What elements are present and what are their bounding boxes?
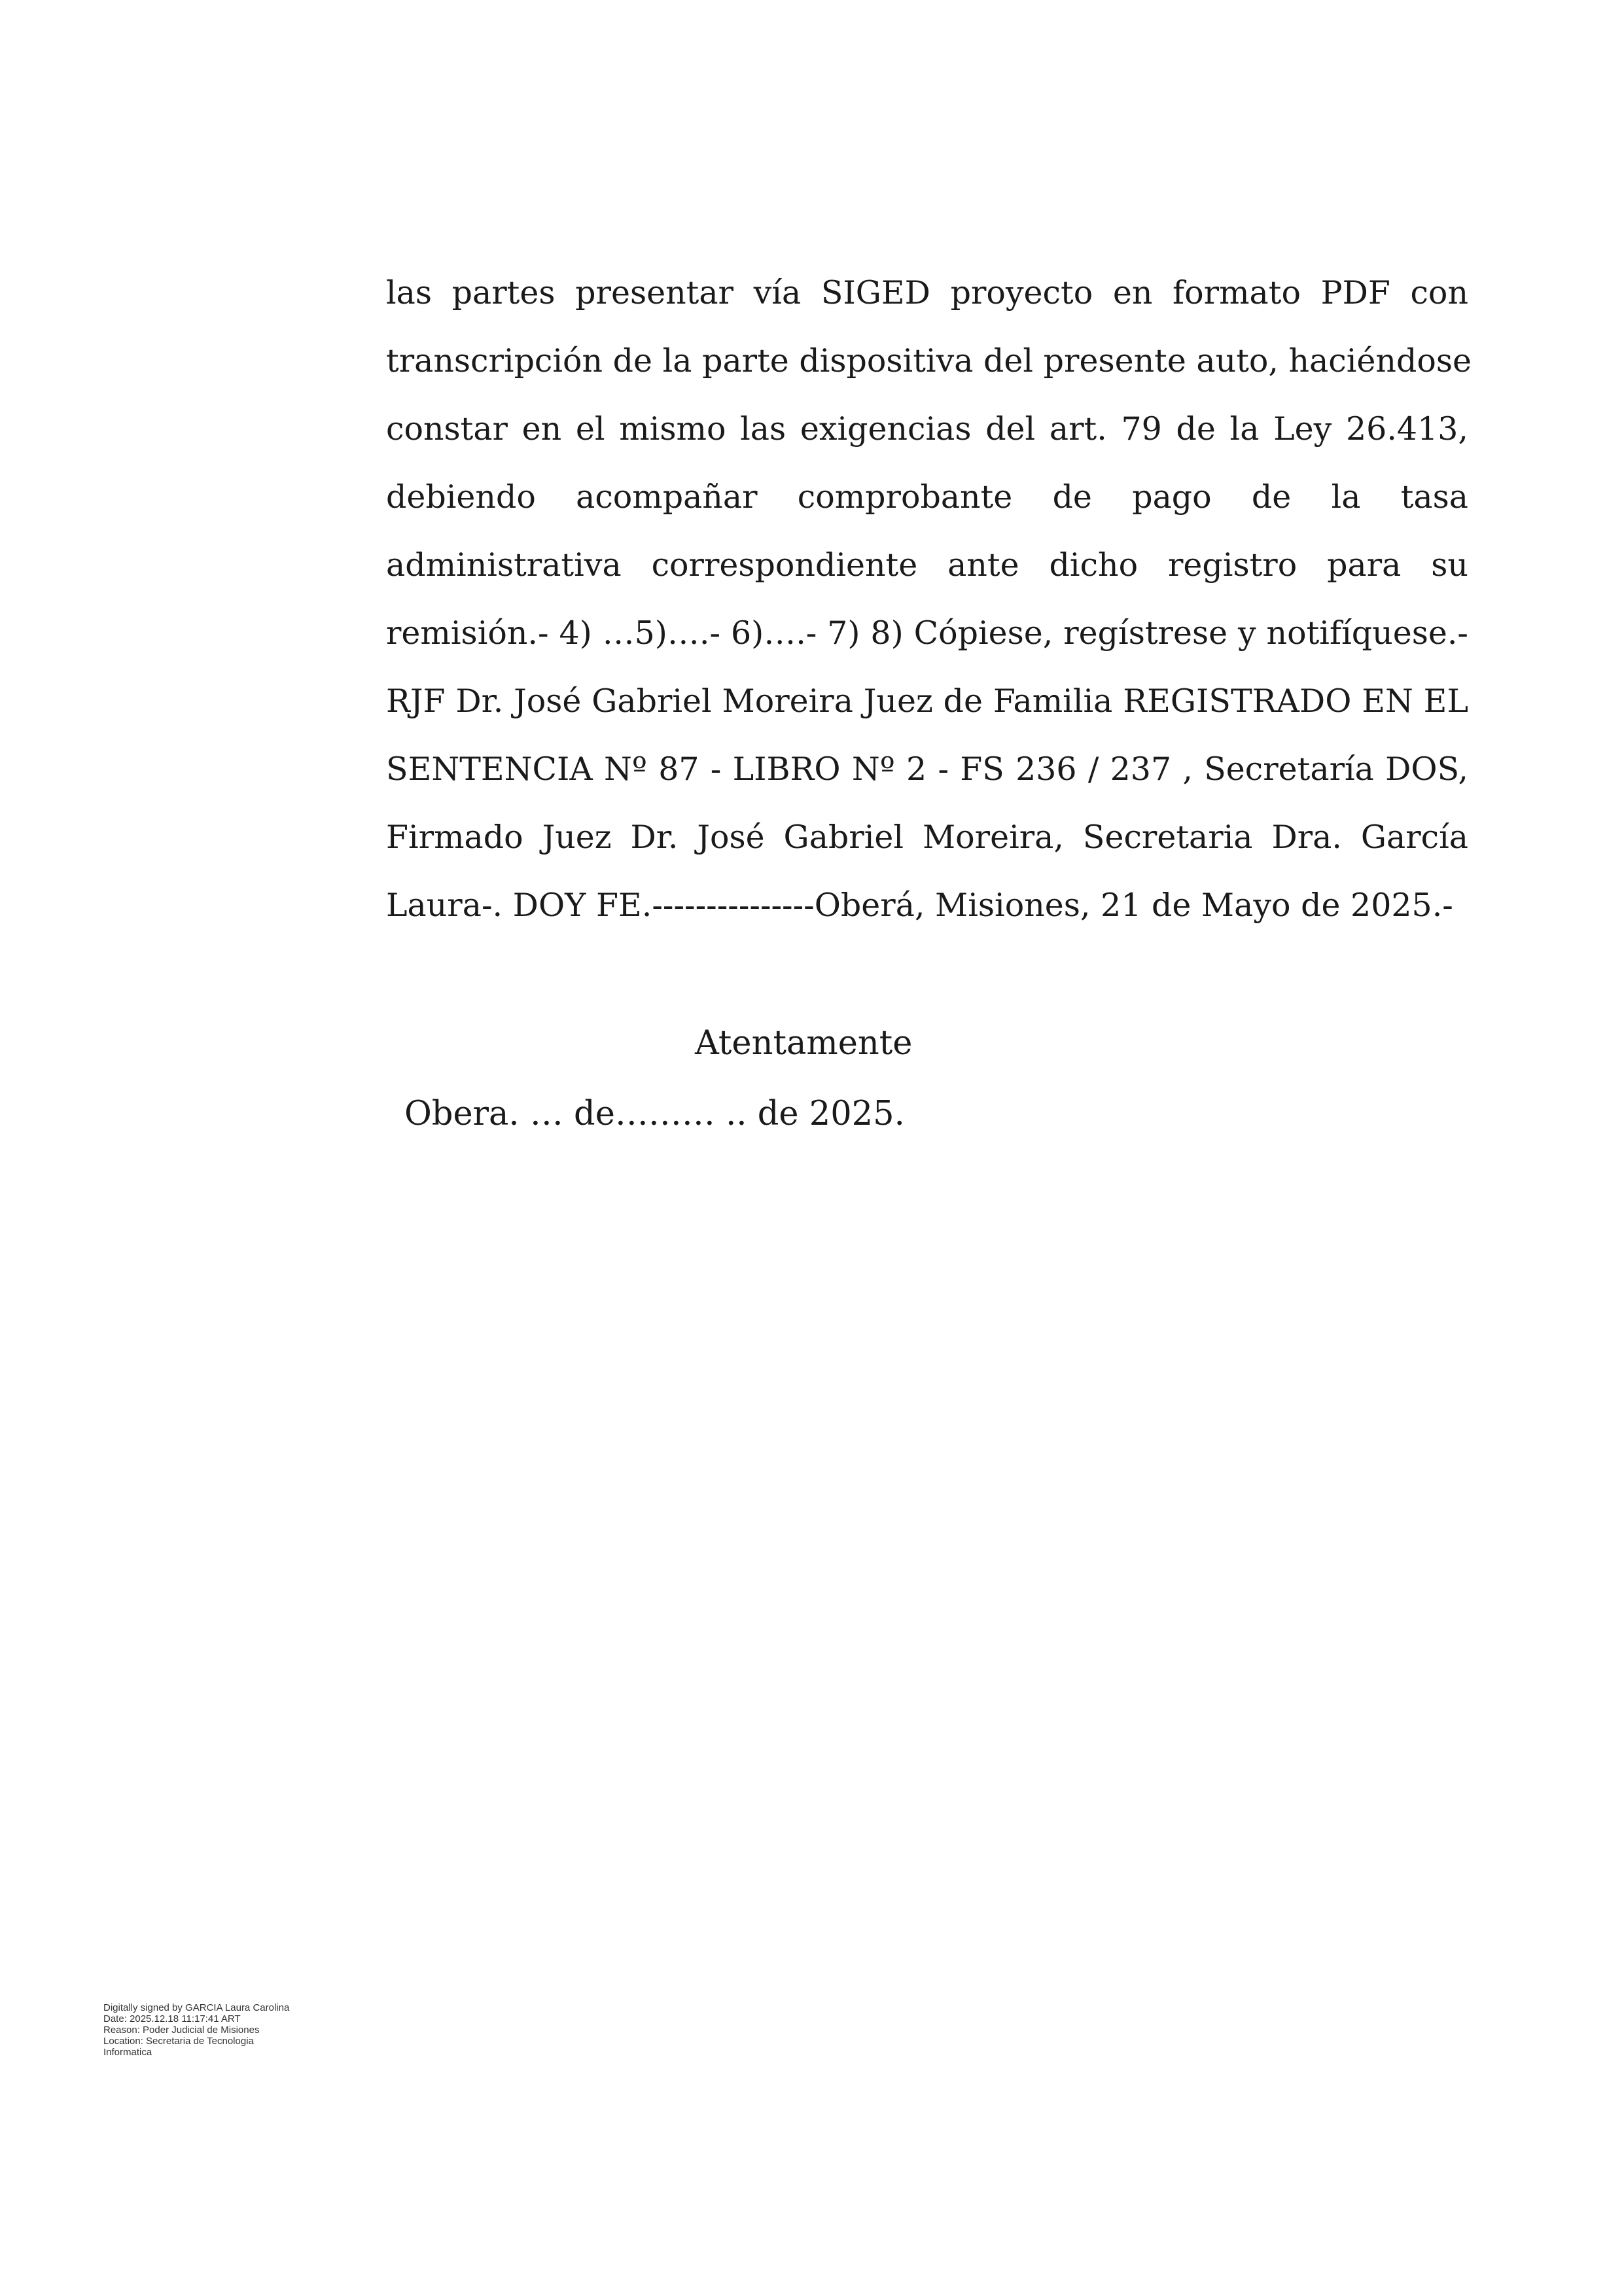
- digital-signature-stamp: [103, 2002, 561, 2058]
- paragraph-line: remisión.- 4) …5)….- 6)….- 7) 8) Cópiese, regístrese y notifíquese.-: [386, 614, 1468, 652]
- closing-text: Atentamente: [695, 1024, 913, 1063]
- paragraph-line: debiendo acompañar comprobante de pago de la tasa: [386, 478, 1468, 516]
- date-line: [0, 1091, 1624, 1137]
- paragraph-line: SENTENCIA Nº 87 - LIBRO Nº 2 - FS 236 / 237 , Secretaría DOS,: [386, 751, 1468, 788]
- paragraph-line: administrativa correspondiente ante dicho registro para su: [386, 546, 1468, 584]
- paragraph-line: constar en el mismo las exigencias del art. 79 de la Ley 26.413,: [386, 410, 1468, 448]
- paragraph-line: RJF Dr. José Gabriel Moreira Juez de Familia REGISTRADO EN EL: [386, 682, 1468, 720]
- closing-salutation: [0, 1021, 1624, 1067]
- signature-reason: Reason: Poder Judicial de Misiones: [103, 2024, 260, 2036]
- paragraph-line: Firmado Juez Dr. José Gabriel Moreira, Secretaria Dra. García: [386, 819, 1468, 856]
- signature-date: Date: 2025.12.18 11:17:41 ART: [103, 2013, 241, 2024]
- paragraph-line: transcripción de la parte dispositiva del presente auto, haciéndose: [386, 342, 1472, 380]
- paragraph-line: las partes presentar vía SIGED proyecto en formato PDF con: [386, 274, 1468, 311]
- signature-location: Location: Secretaria de Tecnologia: [103, 2036, 254, 2047]
- resolution-paragraph: [386, 259, 1472, 940]
- signature-location-cont: Informatica: [103, 2047, 152, 2058]
- date-text: Obera. … de……… .. de 2025.: [404, 1095, 905, 1133]
- paragraph-line: Laura-. DOY FE.---------------Oberá, Misiones, 21 de Mayo de 2025.-: [386, 887, 1453, 924]
- signature-signed-by: Digitally signed by GARCIA Laura Carolina: [103, 2002, 290, 2013]
